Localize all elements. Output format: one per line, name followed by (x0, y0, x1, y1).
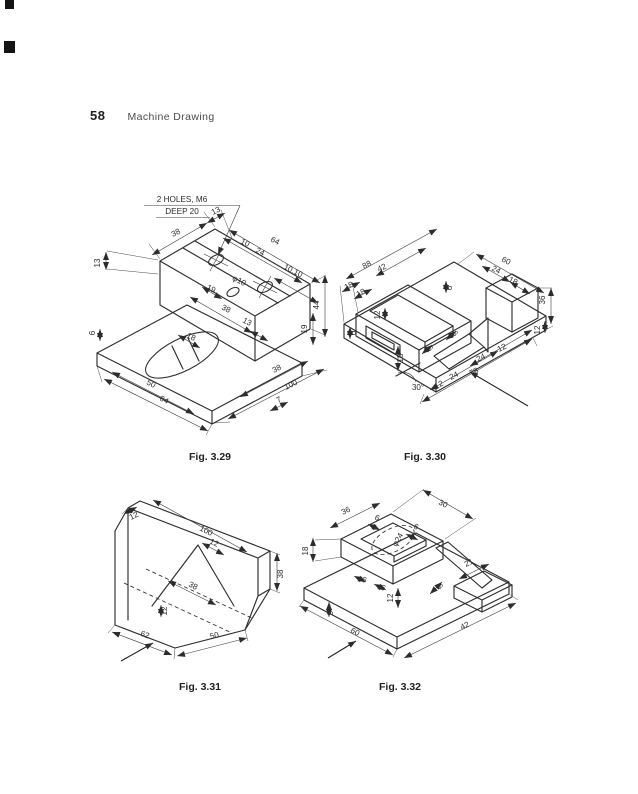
dim-label: 9 (326, 610, 335, 616)
dim-label: 100 (282, 377, 299, 392)
fig-331-caption: Fig. 3.31 (178, 681, 221, 693)
fig-330-drawing (336, 226, 571, 451)
dim-label: 6 (412, 521, 421, 532)
dim-label: φ24 (390, 531, 406, 549)
hole-note-line2: DEEP 20 (165, 207, 199, 216)
dim-label: 60 (349, 625, 362, 638)
dim-label: 18 (354, 286, 367, 299)
dim-label: 64 (269, 234, 282, 247)
dim-label: 18 (185, 330, 198, 343)
note-leader (144, 195, 240, 255)
dim-label: 19 (205, 282, 218, 295)
dim-label: 12 (386, 593, 395, 603)
dim-label: 60 (500, 254, 513, 267)
hole-note-line1: 2 HOLES, M6 (156, 195, 208, 204)
dim-label: 12 (160, 606, 169, 616)
dim-label: 18 (396, 353, 405, 363)
dim-label: 50 (145, 377, 158, 390)
scan-artifact-left (4, 41, 15, 53)
dim-label: 38 (220, 302, 233, 315)
view-direction-arrow (328, 641, 356, 658)
dim-label: 44 (312, 300, 321, 310)
dim-label: 42 (375, 261, 388, 274)
dim-label: 18 (342, 279, 355, 292)
dim-label: 21 (462, 556, 475, 569)
dim-label: 12 (432, 378, 445, 391)
dim-label: 12 (373, 310, 382, 320)
chapter-title: Machine Drawing (127, 111, 215, 123)
dim-label: 6 (349, 330, 358, 336)
object-lines (304, 514, 512, 649)
dim-label: 13 (241, 315, 254, 328)
dim-label: 38 (276, 569, 285, 579)
dim-label: 36 (538, 295, 547, 305)
dim-label: 18 (507, 274, 520, 287)
dimension-lines (340, 229, 553, 406)
dim-label: 62 (139, 628, 151, 641)
dim-label: φ10 (230, 273, 248, 288)
dim-label: 6 (379, 582, 388, 593)
dim-label: 12 (533, 325, 542, 335)
view-direction-arrow (121, 643, 153, 661)
dim-labels (301, 498, 475, 638)
dimension-lines (97, 210, 327, 435)
dim-labels (128, 509, 285, 641)
dim-label: 6 (88, 330, 97, 336)
dim-label: 64 (158, 393, 171, 406)
dim-label: 6 (373, 512, 382, 523)
object-lines (115, 501, 270, 648)
dim-label: 10,10 (282, 262, 305, 280)
page-number: 58 (90, 108, 106, 123)
dim-label: 6 (445, 285, 454, 291)
fig-332-drawing (296, 476, 536, 681)
angle-label: 30° (411, 383, 425, 392)
phi10-hole (225, 286, 240, 299)
dim-label: 42 (458, 619, 471, 632)
dim-label: 24 (447, 369, 460, 382)
dim-label: 12 (495, 341, 508, 354)
fig-329-drawing (82, 183, 332, 455)
dim-label: 38 (169, 226, 182, 239)
fig-332-caption: Fig. 3.32 (378, 681, 421, 693)
dim-label: 6 (435, 582, 446, 591)
dim-label: 6 (360, 574, 369, 585)
view-direction-arrow (470, 372, 528, 406)
dim-label: 78 (467, 365, 480, 378)
dim-label: 7 (274, 394, 283, 405)
dim-label: 38 (270, 362, 283, 375)
dim-label: 10 (239, 236, 252, 249)
dim-label: 24 (490, 263, 503, 276)
dim-label: 50 (208, 630, 220, 642)
scan-artifact-top (5, 0, 14, 9)
page-header (90, 108, 215, 123)
dim-label: 88 (360, 258, 373, 271)
slot-ellipse (139, 323, 225, 388)
dim-label: 6 (425, 344, 436, 353)
dim-label: 18 (301, 546, 310, 556)
fig-331-drawing (94, 481, 304, 681)
dim-label: 24 (254, 245, 267, 258)
dim-label: 6 (450, 329, 461, 338)
dim-label: 36 (339, 504, 352, 517)
dim-label: 19 (300, 324, 309, 334)
fig-330-caption: Fig. 3.30 (403, 451, 446, 463)
dim-label: 30 (437, 497, 450, 510)
dim-label: 13 (93, 258, 102, 268)
dim-label: 24 (474, 351, 487, 364)
dim-label: 12 (208, 536, 221, 549)
fig-329-caption: Fig. 3.29 (188, 451, 231, 463)
dim-label: 13 (209, 204, 222, 217)
dim-label: 38 (187, 579, 200, 592)
dim-label: 12 (127, 509, 140, 522)
dim-label: 100 (198, 523, 215, 538)
